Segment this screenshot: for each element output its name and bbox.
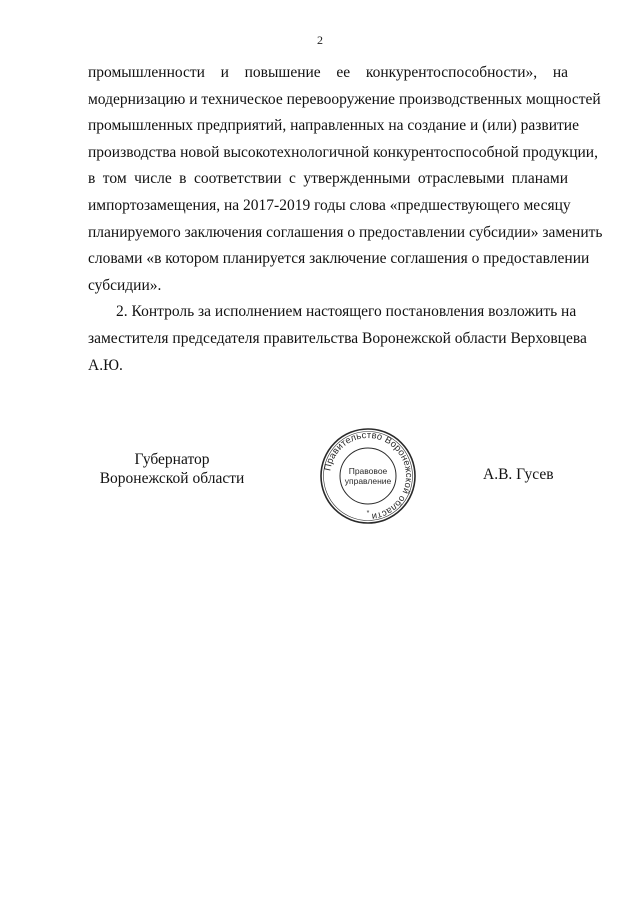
seal-star-icon: *: [366, 510, 370, 517]
body-line: импортозамещения, на 2017-2019 годы слова «предшествующего месяцу: [88, 196, 571, 214]
page-number: 2: [317, 33, 323, 47]
seal-ring-text: Правительство Воронежской области: [321, 428, 416, 523]
body-line: А.Ю.: [88, 356, 123, 374]
document-body: [88, 60, 603, 379]
body-line: промышленных предприятий, направленных на создание и (или) развитие: [88, 117, 579, 135]
body-line: планируемого заключения соглашения о предоставлении субсидии» заменить: [88, 223, 603, 241]
signatory-name: А.В. Гусев: [483, 466, 554, 483]
signatory-title-line2: Воронежской области: [99, 470, 245, 487]
body-line: производства новой высокотехнологичной конкурентоспособной продукции,: [88, 143, 598, 161]
body-line: промышленности и повышение ее конкурентоспособности», на: [88, 64, 568, 81]
seal-stamp: [318, 426, 418, 526]
body-line: словами «в котором планируется заключение соглашения о предоставлении: [88, 250, 590, 268]
body-line: субсидии».: [88, 276, 162, 294]
body-line: модернизацию и техническое перевооружение производственных мощностей: [88, 90, 601, 108]
signatory-title: [92, 450, 252, 488]
body-line: в том числе в соответствии с утвержденными отраслевыми планами: [88, 170, 568, 188]
body-line: заместителя председателя правительства Воронежской области Верховцева: [88, 329, 587, 347]
seal-center-line1: Правовое: [348, 466, 388, 476]
signatory-title-line1: Губернатор: [134, 451, 210, 468]
body-line: 2. Контроль за исполнением настоящего постановления возложить на: [116, 303, 577, 321]
seal-center-line2: управление: [344, 476, 392, 486]
